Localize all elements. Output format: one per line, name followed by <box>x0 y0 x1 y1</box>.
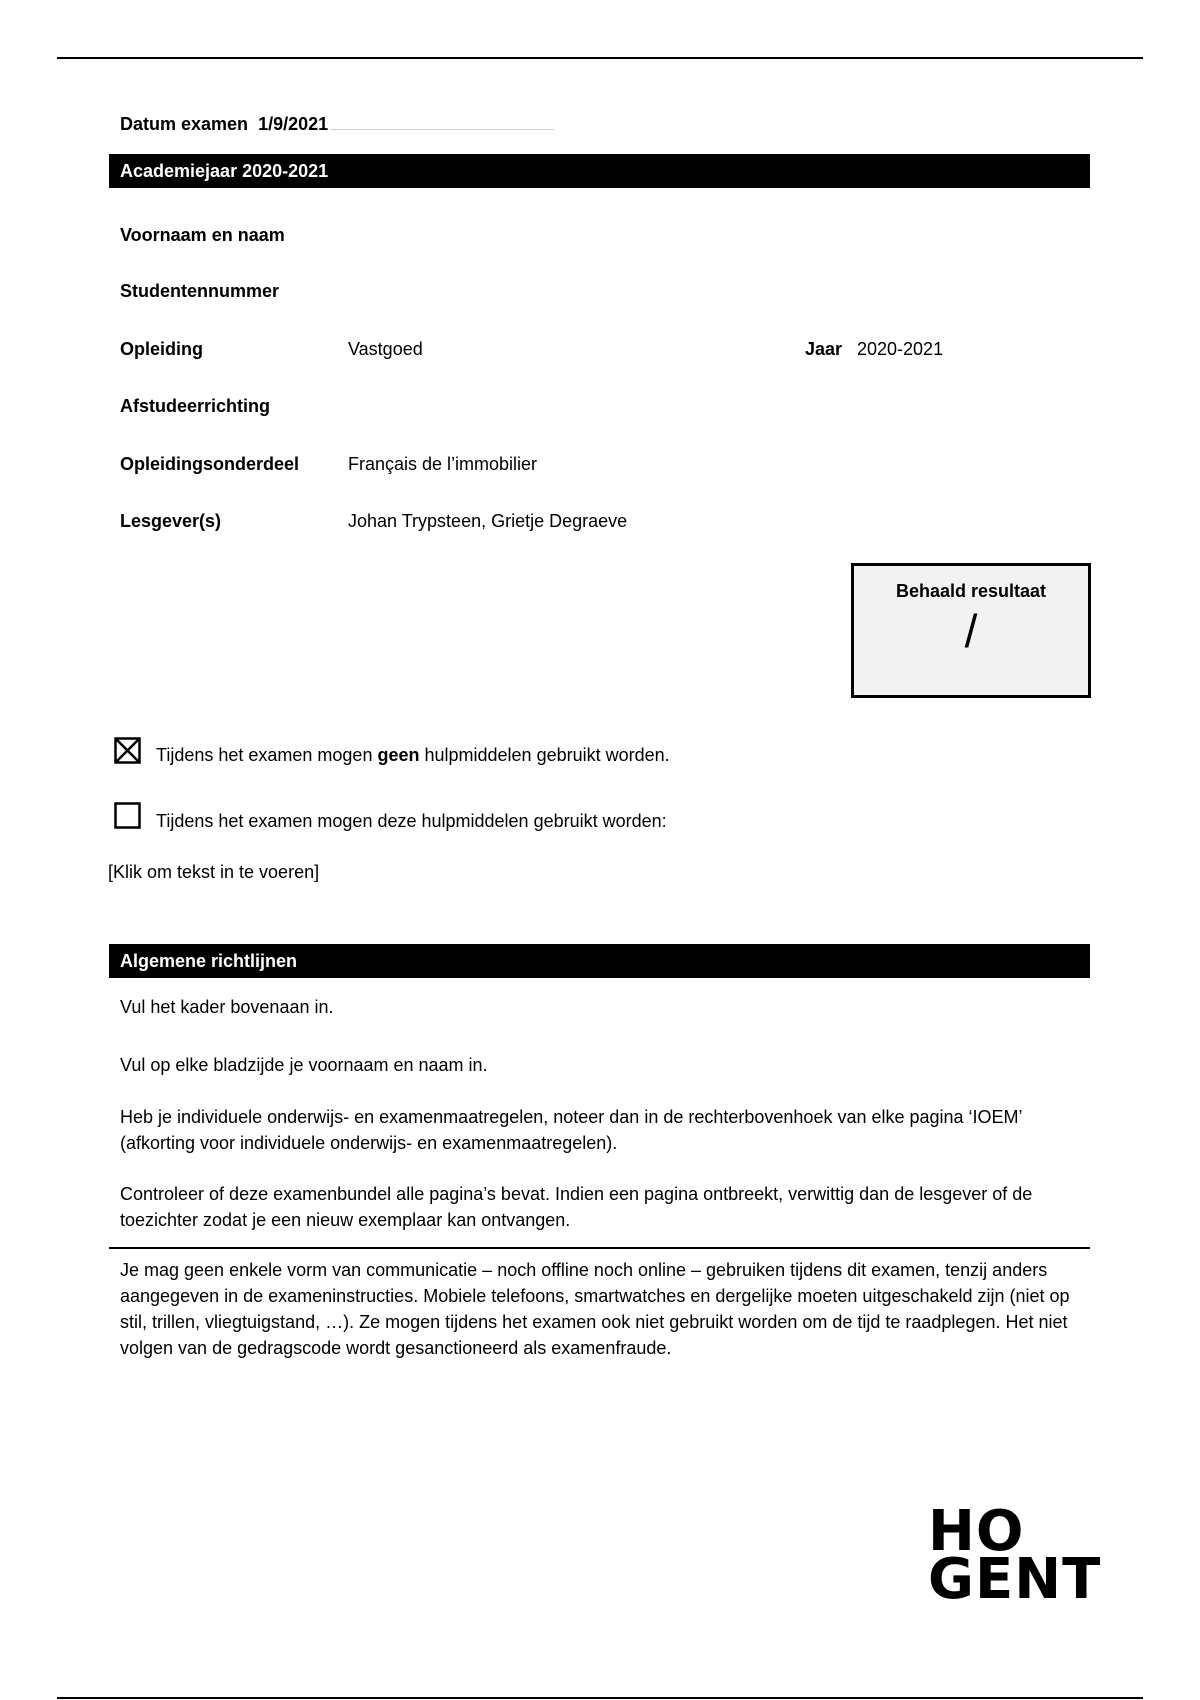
student-number-label: Studentennummer <box>120 281 280 301</box>
guideline-paragraph: Controleer of deze examenbundel alle pagina’s bevat. Indien een pagina ontbreekt, verwittig dan de lesgever of de toezichter zodat je een nieuw exemplaar kan ontvangen. <box>120 1184 1033 1230</box>
result-title: Behaald resultaat <box>895 581 1047 601</box>
checked-box-icon <box>114 737 141 764</box>
exam-date-label: Datum examen <box>120 114 249 134</box>
result-value: / <box>964 605 978 657</box>
conduct-divider <box>109 1247 1090 1249</box>
guidelines-bar: Algemene richtlijnen <box>109 944 1090 978</box>
teachers-value: Johan Trypsteen, Grietje Degraeve <box>348 511 628 531</box>
hogent-logo <box>928 1499 1102 1612</box>
guideline-paragraph: Vul het kader bovenaan in. <box>120 997 334 1017</box>
aids-text-placeholder[interactable]: [Klik om tekst in te voeren] <box>108 862 320 882</box>
no-aids-text <box>156 745 670 766</box>
top-rule <box>57 57 1143 59</box>
result-box <box>851 563 1091 698</box>
academic-year-bar: Academiejaar 2020-2021 <box>109 154 1090 188</box>
logo-line-2: GENT <box>928 1547 1102 1612</box>
exam-date <box>120 114 554 135</box>
course-value: Français de l’immobilier <box>348 454 538 474</box>
program-label: Opleiding <box>120 339 203 359</box>
exam-date-value: 1/9/2021 <box>258 114 329 134</box>
empty-box-icon <box>114 802 141 829</box>
bottom-rule <box>57 1697 1143 1699</box>
no-aids-text-bold: geen <box>377 745 420 765</box>
with-aids-text: Tijdens het examen mogen deze hulpmiddelen gebruikt worden: <box>156 811 667 831</box>
guideline-paragraph: Heb je individuele onderwijs- en examenmaatregelen, noteer dan in de rechterbovenhoek van elke pagina ‘IOEM’ (afkorting voor individuele onderwijs- en examenmaatregelen). <box>120 1107 1022 1153</box>
year-label: Jaar <box>805 339 843 359</box>
no-aids-text-before: Tijdens het examen mogen <box>156 745 378 765</box>
with-aids-checkbox[interactable] <box>114 802 141 829</box>
no-aids-text-after: hulpmiddelen gebruikt worden. <box>419 745 670 765</box>
course-label: Opleidingsonderdeel <box>120 454 300 474</box>
program-value: Vastgoed <box>348 339 423 359</box>
conduct-paragraph: Je mag geen enkele vorm van communicatie – noch offline noch online – gebruiken tijdens dit examen, tenzij anders aangegeven in de exameninstructies. Mobiele telefoons, smartwatches en dergelijke moeten uitgeschakeld zijn (niet op stil, trillen, vliegtuigstand, …). Ze mogen tijdens het examen ook niet gebruikt worden om de tijd te raadplegen. Het niet volgen van de gedragscode wordt gesanctioneerd als examenfraude. <box>120 1260 1070 1358</box>
guideline-paragraph: Vul op elke bladzijde je voornaam en naam in. <box>120 1055 488 1075</box>
specialization-label: Afstudeerrichting <box>120 396 271 416</box>
logo-line-1: HO <box>928 1499 1025 1564</box>
year-value: 2020-2021 <box>857 339 944 359</box>
exam-date-underline <box>330 129 554 130</box>
name-label: Voornaam en naam <box>120 225 285 245</box>
teachers-label: Lesgever(s) <box>120 511 222 531</box>
no-aids-checkbox[interactable] <box>114 737 141 764</box>
